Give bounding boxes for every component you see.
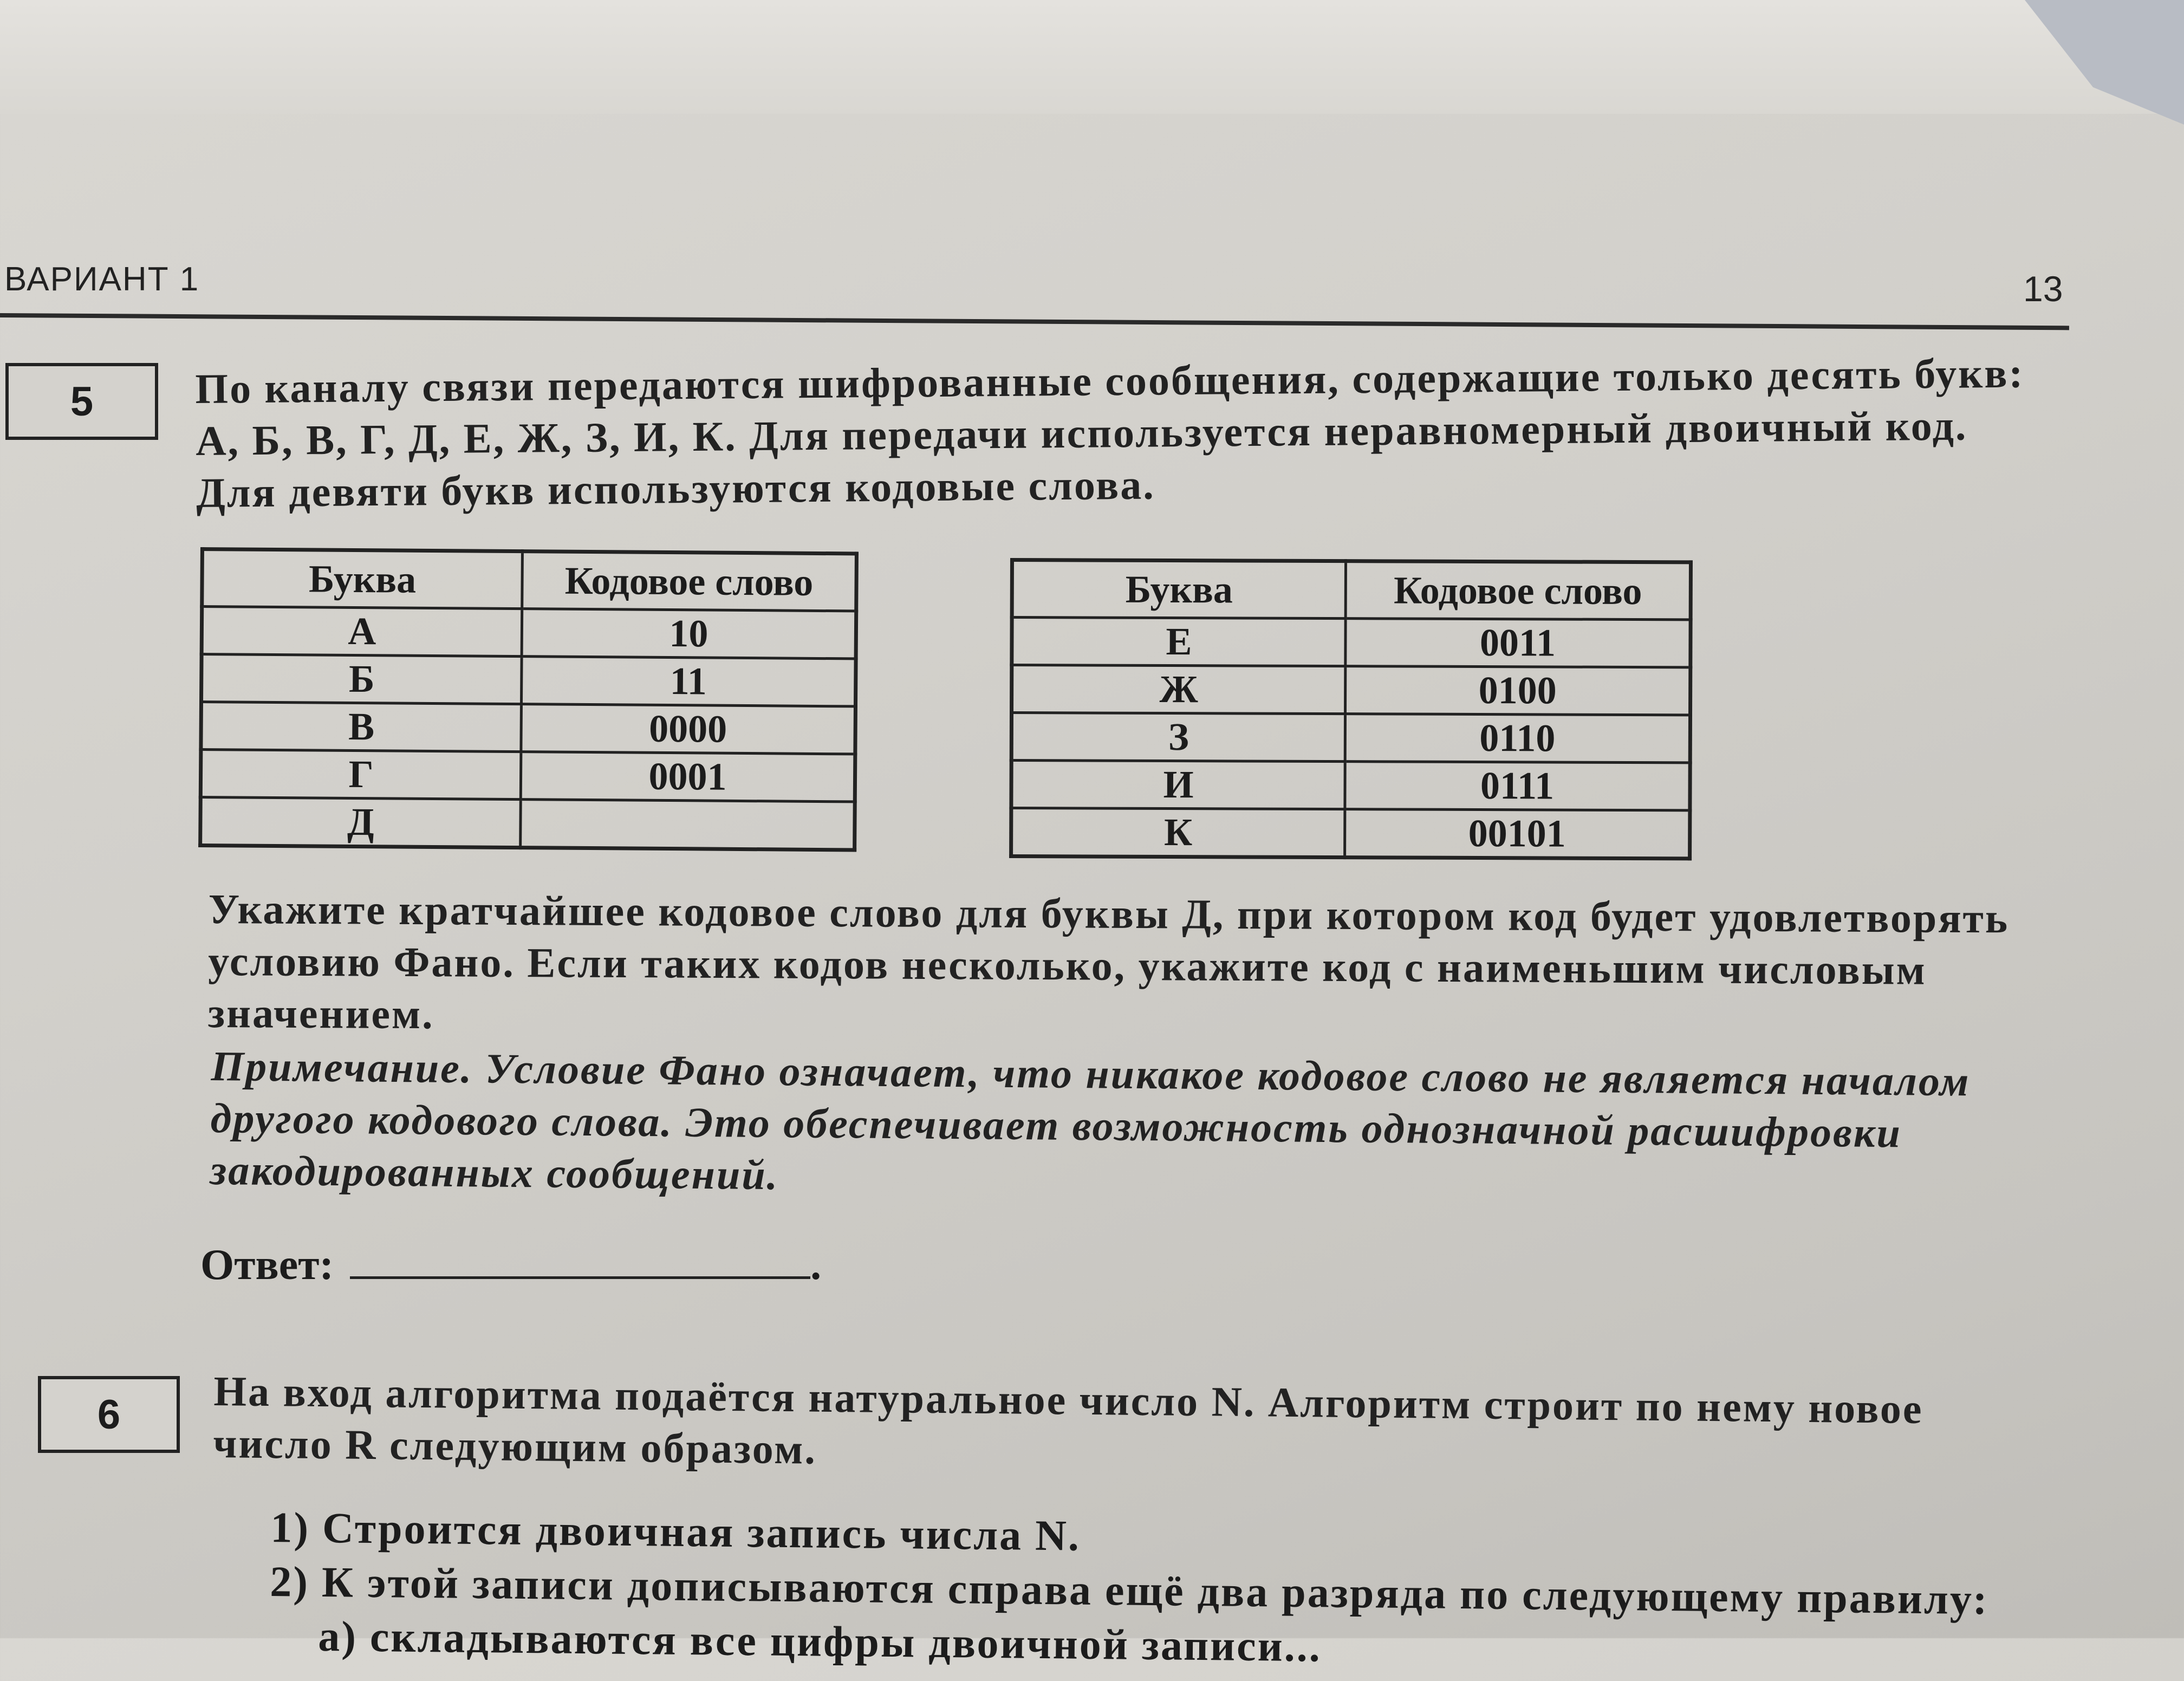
code-cell: 11 xyxy=(521,657,856,706)
task-5-question xyxy=(207,883,2009,1048)
answer-row xyxy=(200,1241,821,1290)
table-row xyxy=(1011,808,1690,859)
variant-header: ВАРИАНТ 1 xyxy=(4,261,200,298)
table-row xyxy=(1011,761,1690,810)
table-row xyxy=(1011,713,1690,763)
letter-cell: А xyxy=(202,607,522,657)
code-cell: 0001 xyxy=(521,752,855,802)
code-cell-empty xyxy=(521,800,855,850)
step-item: 2) К этой записи дописываются справа ещё два разряда по следующему правилу: xyxy=(269,1557,1989,1624)
question-line: Укажите кратчайшее кодовое слово для буквы Д, при котором код будет удовлетворять xyxy=(208,885,2010,942)
note-line: Примечание. Условие Фано означает, что никакое кодовое слово не является началом xyxy=(211,1042,1971,1105)
code-cell: 00101 xyxy=(1345,809,1690,859)
table-row xyxy=(200,750,855,802)
table-row xyxy=(1012,618,1691,667)
letter-cell: В xyxy=(201,702,522,752)
intro-line: По каналу связи передаются шифрованные сообщения, содержащие только десять букв: xyxy=(195,349,2025,412)
code-cell: 0100 xyxy=(1345,666,1690,715)
code-cell: 0111 xyxy=(1345,762,1690,810)
code-cell: 0000 xyxy=(521,704,856,754)
letter-header: Буква xyxy=(202,549,523,609)
task-5-number-box: 5 xyxy=(5,363,158,440)
page-number: 13 xyxy=(2023,269,2063,309)
table-row xyxy=(201,702,856,754)
letter-cell: К xyxy=(1011,808,1345,858)
letter-cell: Б xyxy=(202,654,522,704)
task-5-intro xyxy=(195,347,2025,519)
code-table-right xyxy=(1009,558,1693,860)
code-header: Кодовое слово xyxy=(1346,561,1691,620)
note-line: закодированных сообщений. xyxy=(210,1146,779,1199)
table-row xyxy=(200,797,855,850)
code-cell: 0110 xyxy=(1345,714,1690,763)
code-header: Кодовое слово xyxy=(522,551,857,611)
code-cell: 10 xyxy=(522,609,856,659)
answer-blank-line[interactable] xyxy=(350,1244,810,1279)
code-table-left xyxy=(198,547,859,852)
letter-cell: З xyxy=(1011,713,1345,762)
question-line: значением. xyxy=(207,989,434,1038)
question-text: условию Фано. Если таких кодов несколько, укажите код с xyxy=(208,937,1438,991)
letter-cell: Г xyxy=(200,750,521,800)
table-row xyxy=(202,654,856,706)
letter-cell: Д xyxy=(200,797,521,848)
table-header-row xyxy=(202,549,857,611)
step-item: а) складываются все цифры двоичной записи... xyxy=(317,1612,1322,1671)
answer-label: Ответ: xyxy=(200,1241,334,1289)
letter-cell: Ж xyxy=(1012,665,1346,714)
step-item: 1) Строится двоичная запись числа N. xyxy=(270,1503,1081,1560)
table-header-row xyxy=(1012,560,1691,620)
task-6-intro xyxy=(213,1365,1923,1487)
code-cell: 0011 xyxy=(1346,619,1691,667)
intro-line: Для девяти букв используются кодовые слова. xyxy=(196,460,1155,516)
task-6-number-box: 6 xyxy=(38,1376,180,1453)
table-row xyxy=(1012,665,1691,715)
intro-line: На вход алгоритма подаётся натуральное число N. Алгоритм строит по нему новое xyxy=(213,1367,1924,1433)
letter-header: Буква xyxy=(1012,560,1346,619)
header-divider xyxy=(0,313,2069,330)
table-row xyxy=(202,607,856,659)
task-6-steps xyxy=(269,1501,1990,1681)
letter-cell: И xyxy=(1011,761,1345,809)
letter-cell: Е xyxy=(1012,618,1346,666)
intro-line: число R следующим образом. xyxy=(213,1419,817,1473)
page-top-edge xyxy=(0,0,2184,114)
task-5-note xyxy=(210,1040,1970,1211)
intro-line: А, Б, В, Г, Д, Е, Ж, З, И, К. Для передачи используется неравномерный двоичный код. xyxy=(195,401,1968,464)
answer-period: . xyxy=(810,1241,822,1289)
note-line: другого кодового слова. Это обеспечивает возможность однозначной расшифровки xyxy=(210,1094,1902,1157)
question-text: числовым xyxy=(1706,945,1927,994)
question-emphasis: наименьшим xyxy=(1436,943,1707,992)
question-line xyxy=(208,935,2009,996)
